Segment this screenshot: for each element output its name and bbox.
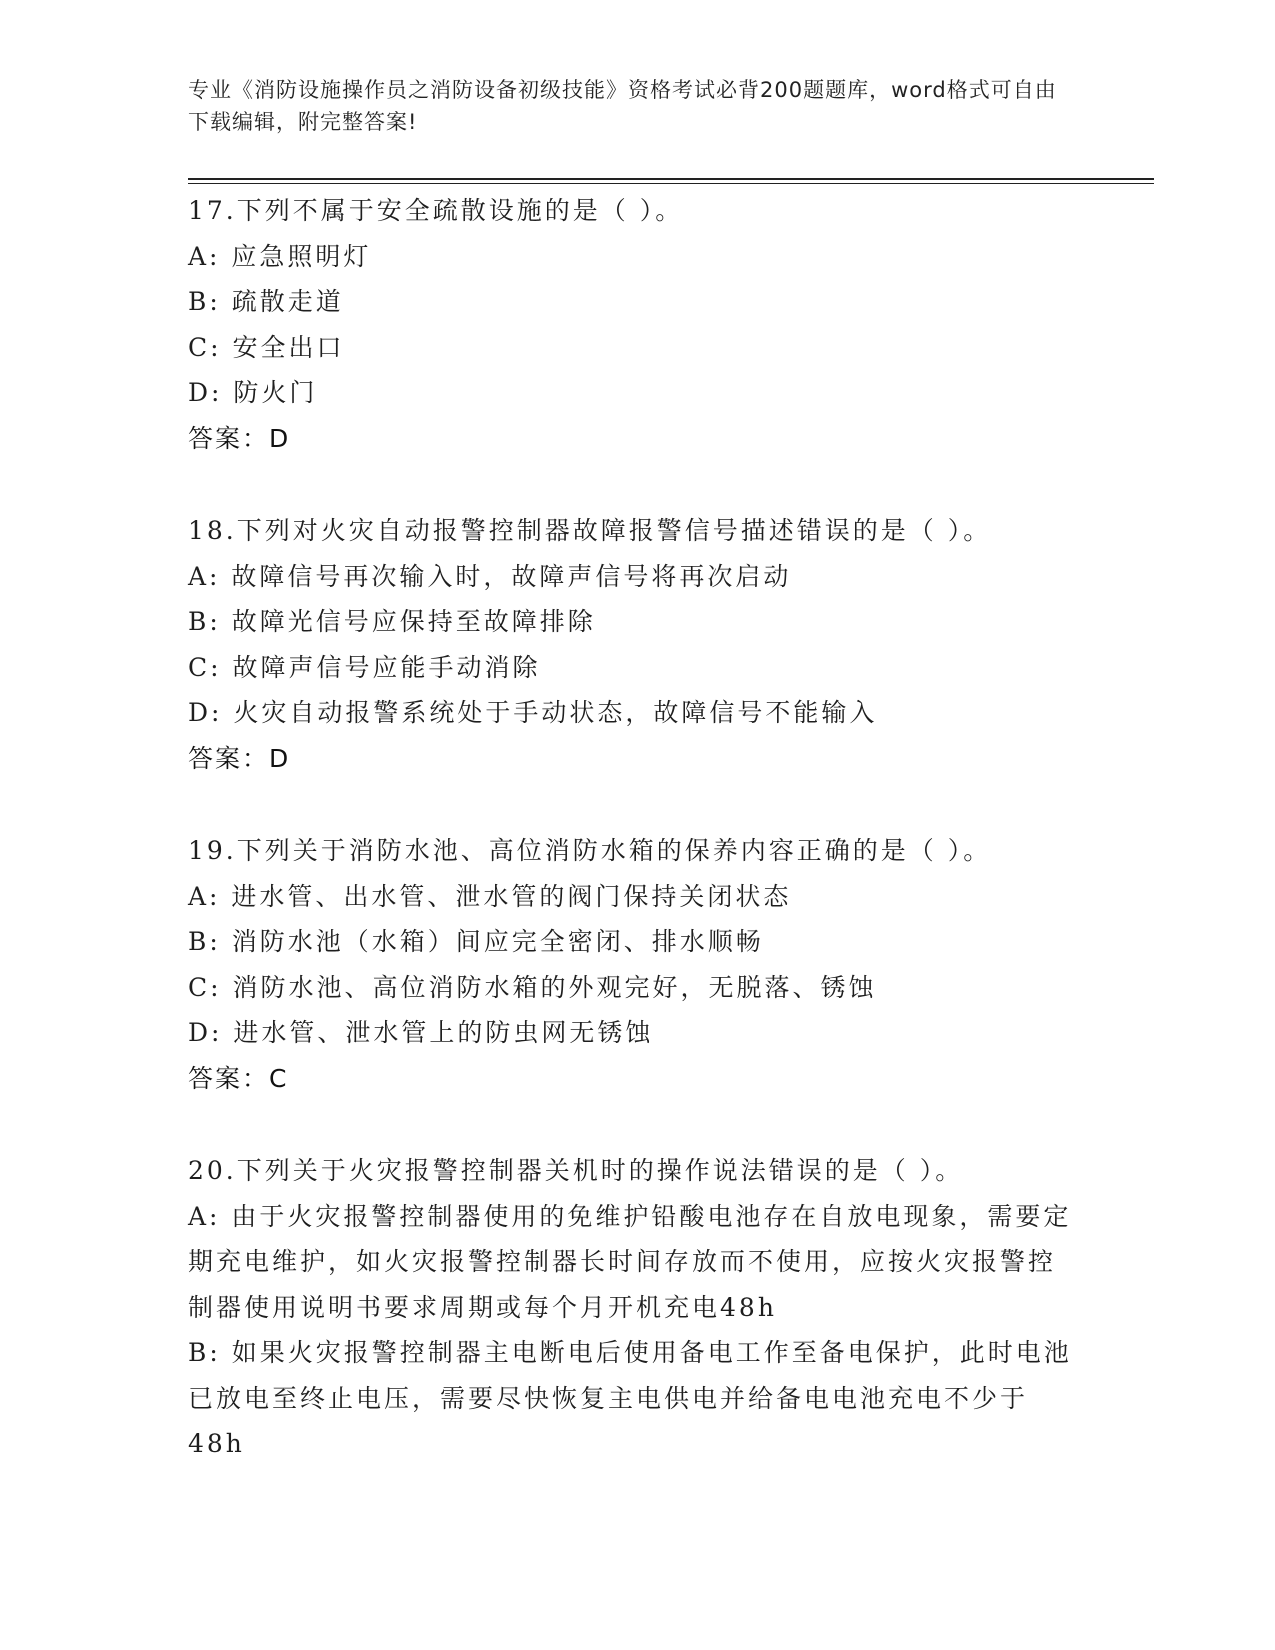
option-c: C: 消防水池、高位消防水箱的外观完好，无脱落、锈蚀 (188, 972, 877, 1002)
answer-label: 答案：D (188, 743, 291, 773)
option-d: D: 进水管、泄水管上的防虫网无锈蚀 (188, 1018, 654, 1047)
document-header: 专业《消防设施操作员之消防设备初级技能》资格考试必背200题题库，word格式可自由下载编辑，附完整答案! (188, 78, 1057, 134)
option-a: A: 故障信号再次输入时，故障声信号将再次启动 (188, 561, 792, 591)
option-a: A: 进水管、出水管、泄水管的阀门保持关闭状态 (188, 881, 792, 911)
option-b: B: 消防水池（水箱）间应完全密闭、排水顺畅 (188, 927, 764, 956)
answer-label: 答案：D (188, 423, 291, 453)
question-stem: 19.下列关于消防水池、高位消防水箱的保养内容正确的是（ ）。 (188, 836, 992, 865)
option-b: B: 如果火灾报警控制器主电断电后使用备电工作至备电保护，此时电池已放电至终止电压，需要尽快恢复主电供电并给备电电池充电不少于48h (188, 1338, 1072, 1458)
option-c: C: 故障声信号应能手动消除 (188, 652, 541, 682)
question-stem: 20.下列关于火灾报警控制器关机时的操作说法错误的是（ ）。 (188, 1156, 964, 1185)
header-rule-thick (188, 178, 1154, 180)
option-d: D: 火灾自动报警系统处于手动状态，故障信号不能输入 (188, 698, 878, 727)
question-17 (188, 188, 1078, 461)
question-stem: 17.下列不属于安全疏散设施的是（ ）。 (188, 196, 684, 225)
header-rule-thin (188, 183, 1154, 184)
question-19 (188, 828, 1078, 1101)
question-list (188, 188, 1078, 1467)
option-a: A: 应急照明灯 (188, 241, 372, 271)
option-b: B: 故障光信号应保持至故障排除 (188, 607, 596, 636)
question-20 (188, 1148, 1078, 1467)
question-stem: 18.下列对火灾自动报警控制器故障报警信号描述错误的是（ ）。 (188, 516, 992, 545)
option-a: A: 由于火灾报警控制器使用的免维护铅酸电池存在自放电现象，需要定期充电维护，如火灾报警控制器长时间存放而不使用，应按火灾报警控制器使用说明书要求周期或每个月开机充电48h (188, 1201, 1072, 1322)
option-c: C: 安全出口 (188, 332, 345, 362)
option-d: D: 防火门 (188, 378, 318, 407)
question-18 (188, 508, 1078, 781)
option-b: B: 疏散走道 (188, 287, 344, 316)
answer-label: 答案：C (188, 1063, 289, 1093)
